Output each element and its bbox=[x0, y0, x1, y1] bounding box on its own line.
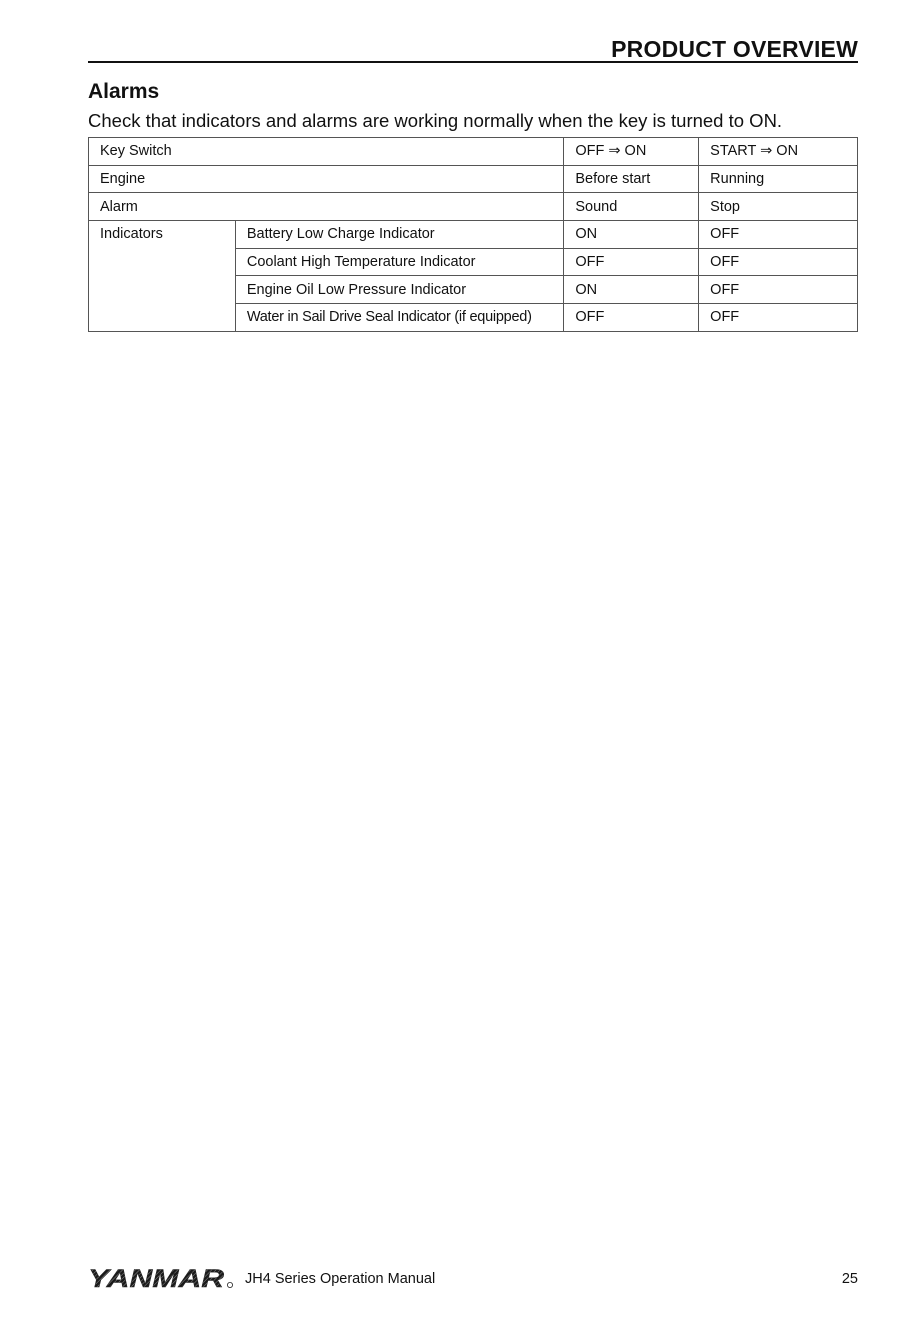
indicator-col1: ON bbox=[564, 276, 699, 304]
alarms-table bbox=[88, 137, 858, 332]
indicators-label: Indicators bbox=[89, 221, 236, 332]
manual-title: JH4 Series Operation Manual bbox=[245, 1271, 436, 1287]
table-row bbox=[89, 165, 858, 193]
indicator-col1: OFF bbox=[564, 304, 699, 332]
engine-col2: Running bbox=[699, 165, 858, 193]
header-rule bbox=[88, 61, 858, 63]
key-switch-col1: OFF ⇒ ON bbox=[564, 138, 699, 166]
page-header-title: PRODUCT OVERVIEW bbox=[611, 36, 858, 62]
engine-col1: Before start bbox=[564, 165, 699, 193]
indicator-name: Battery Low Charge Indicator bbox=[235, 221, 564, 249]
page-number: 25 bbox=[841, 1271, 858, 1287]
key-switch-col2: START ⇒ ON bbox=[699, 138, 858, 166]
indicator-col2: OFF bbox=[699, 221, 858, 249]
indicator-col2: OFF bbox=[699, 304, 858, 332]
indicator-name: Coolant High Temperature Indicator bbox=[235, 248, 564, 276]
section-intro: Check that indicators and alarms are working normally when the key is turned to ON. bbox=[88, 110, 783, 131]
table-row bbox=[89, 138, 858, 166]
indicator-col1: ON bbox=[564, 221, 699, 249]
indicator-col1: OFF bbox=[564, 248, 699, 276]
alarm-col1: Sound bbox=[564, 193, 699, 221]
table-row bbox=[89, 221, 858, 249]
engine-label: Engine bbox=[89, 165, 564, 193]
indicator-col2: OFF bbox=[699, 276, 858, 304]
indicator-col2: OFF bbox=[699, 248, 858, 276]
indicator-name: Engine Oil Low Pressure Indicator bbox=[235, 276, 564, 304]
section-title: Alarms bbox=[88, 80, 160, 103]
indicator-name: Water in Sail Drive Seal Indicator (if equipped) bbox=[235, 304, 564, 332]
registered-mark-icon bbox=[227, 1282, 232, 1287]
key-switch-label: Key Switch bbox=[89, 138, 564, 166]
logo-wordmark: YANMAR bbox=[88, 1266, 224, 1290]
alarm-label: Alarm bbox=[89, 193, 564, 221]
alarm-col2: Stop bbox=[699, 193, 858, 221]
yanmar-logo bbox=[88, 1266, 234, 1290]
page-footer bbox=[88, 1266, 858, 1290]
table-row bbox=[89, 193, 858, 221]
